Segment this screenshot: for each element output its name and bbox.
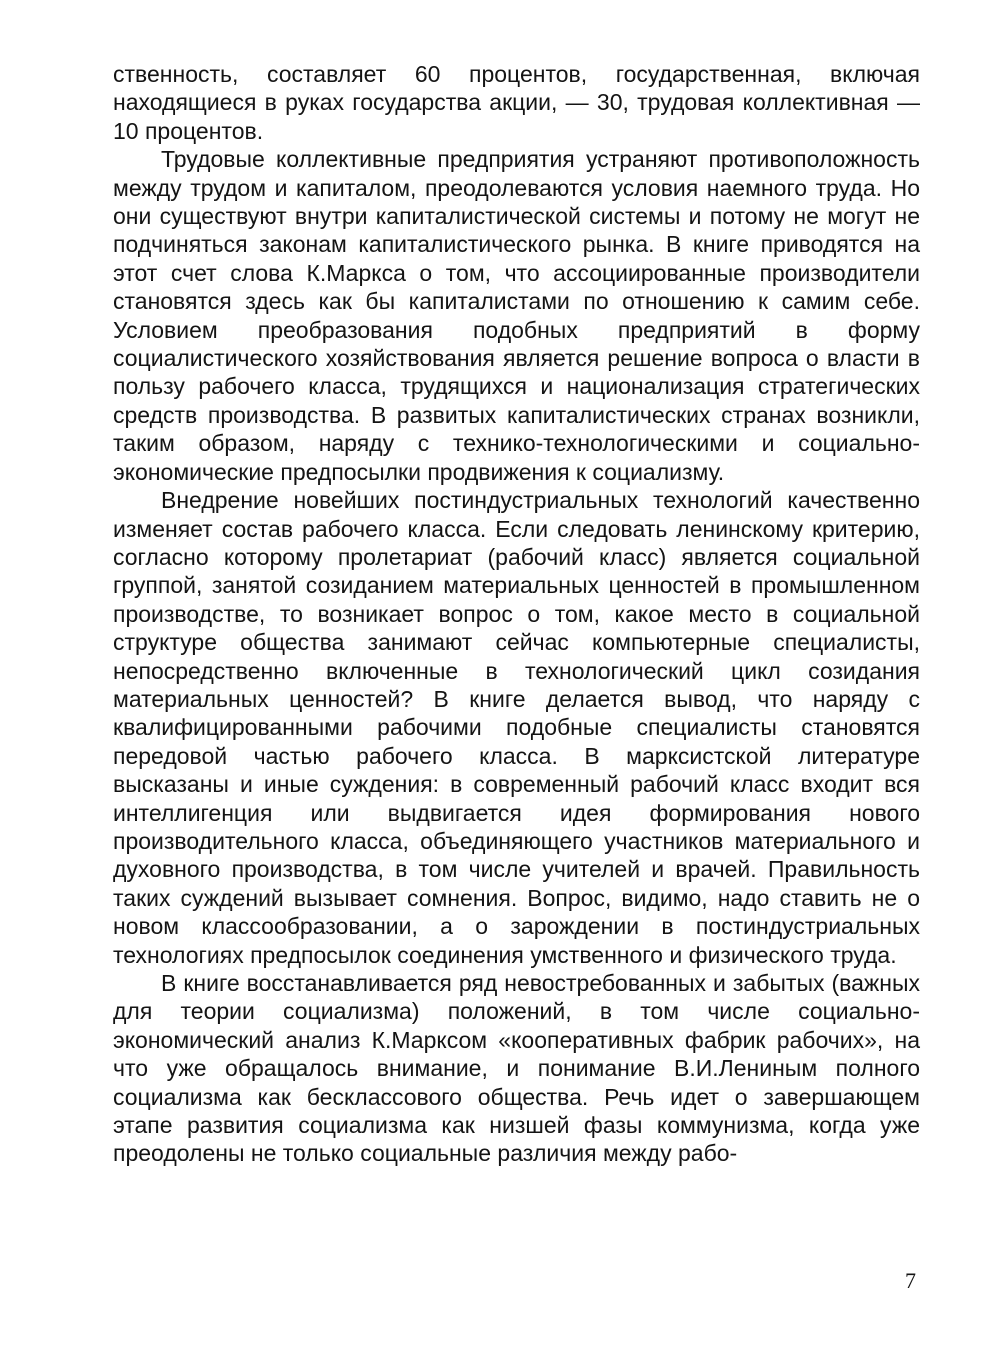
body-text bbox=[113, 60, 920, 1168]
paragraph-continued: ственность, составляет 60 процентов, государственная, включая находящиеся в руках государства акции, — 30, трудовая коллективная — 10 процентов. bbox=[113, 61, 920, 144]
paragraph: Трудовые коллективные предприятия устраняют противоположность между трудом и капиталом, преодолеваются условия наемного труда. Но они существуют внутри капиталистической системы и потому не могут не подчиняться законам капиталистического рынка. В книге приводятся на этот счет слова К.Маркса о том, что ассоциированные производители становятся здесь как бы капиталистами по отношению к самим себе. Условием преобразования подобных предприятий в форму социалистического хозяйствования является решение вопроса о власти в пользу рабочего класса, трудящихся и национализация стратегических средств производства. В развитых капиталистических странах возникли, таким образом, наряду с технико-технологическими и социально-экономические предпосылки продвижения к социализму. bbox=[113, 146, 920, 485]
page-number: 7 bbox=[905, 1268, 916, 1293]
paragraph: Внедрение новейших постиндустриальных технологий качественно изменяет состав рабочего класса. Если следовать ленинскому критерию, согласно которому пролетариат (рабочий класс) является социальной группой, занятой созиданием материальных ценностей в промышленном производстве, то возникает вопрос о том, какое место в социальной структуре общества занимают сейчас компьютерные специалисты, непосредственно включенные в технологический цикл созидания материальных ценностей? В книге делается вывод, что наряду с квалифицированными рабочими подобные специалисты становятся передовой частью рабочего класса. В марксистской литературе высказаны и иные суждения: в современный рабочий класс входит вся интеллигенция или выдвигается идея формирования нового производительного класса, объединяющего участников материального и духовного производства, в том числе учителей и врачей. Правильность таких суждений вызывает сомнения. Вопрос, видимо, надо ставить не о новом классообразовании, а о зарождении в постиндустриальных технологиях предпосылок соединения умственного и физического труда. bbox=[113, 487, 920, 968]
paragraph: В книге восстанавливается ряд невостребованных и забытых (важных для теории социализма) положений, в том числе социально-экономический анализ К.Марксом «кооперативных фабрик рабочих», на что уже обращалось внимание, и понимание В.И.Лениным полного социализма как бесклассового общества. Речь идет о завершающем этапе развития социализма как низшей фазы коммунизма, когда уже преодолены не только социальные различия между рабо- bbox=[113, 970, 920, 1167]
